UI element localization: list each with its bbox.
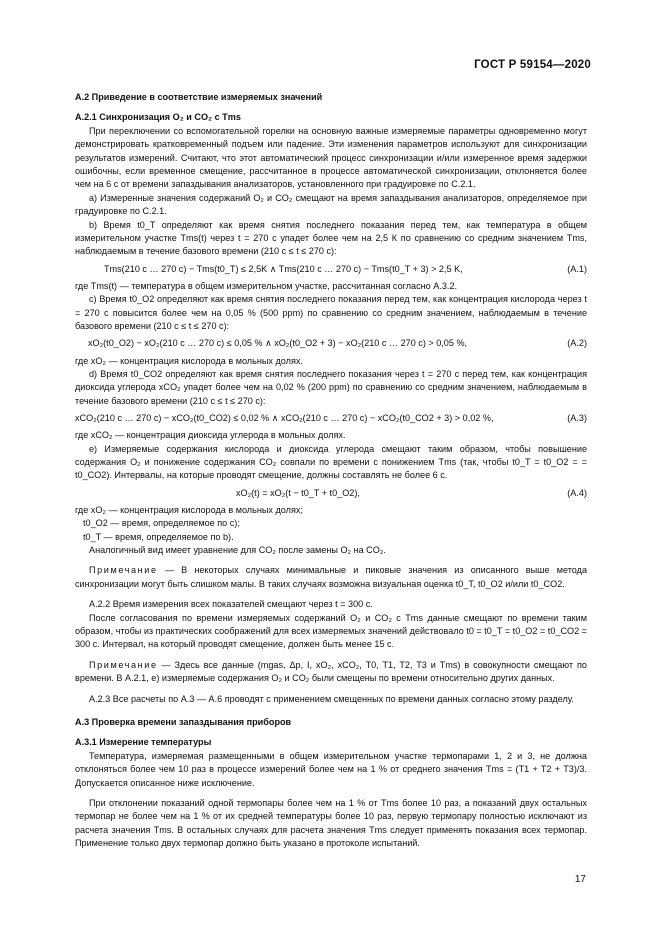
equation-explanation: где xO₂ — концентрация кислорода в мольных долях.: [75, 355, 303, 366]
equation-body: xO₂(t0_O2) − xO₂(210 с … 270 с) ≤ 0,05 % ∧ xO₂(t0_O2 + 3) − xO₂(210 с … 270 с) > 0,05 %,: [88, 338, 468, 349]
note: [75, 659, 587, 686]
equation-number: (A.1): [567, 263, 587, 274]
paragraph: Аналогичный вид имеет уравнение для CO₂ после замены O₂ на CO₂.: [89, 544, 386, 555]
note: [75, 564, 587, 591]
equation-a1: [75, 261, 587, 278]
paragraph-item-a: а) Измеренные значения содержаний O₂ и CO₂ смещают на время запаздывания анализаторов, определяемое при градуировке по С.2.1.: [75, 192, 587, 217]
section-a3-title: А.3 Проверка времени запаздывания приборов: [75, 717, 292, 728]
equation-number: (A.3): [567, 412, 587, 423]
note-text: — В некоторых случаях минимальные и пиковые значения из описанного выше метода синхронизации могут быть слишком малы. В таких случаях возможна визуальная оценка t0_T, t0_O2 и/или t0_CO2.: [75, 565, 587, 589]
equation-a4: [75, 485, 587, 502]
equation-explanation: t0_T — время, определяемое по b).: [83, 531, 234, 542]
equation-a2: [75, 336, 587, 353]
paragraph-a23: А.2.3 Все расчеты по А.3 — А.6 проводят с применением смещенных по времени данных согласно этому разделу.: [89, 693, 574, 704]
equation-a3: [75, 410, 587, 427]
standard-header: ГОСТ Р 59154—2020: [474, 59, 591, 71]
paragraph-a22: А.2.2 Время измерения всех показателей смещают через t = 300 с.: [89, 599, 373, 610]
equation-explanation: t0_O2 — время, определяемое по с);: [83, 518, 240, 529]
paragraph-item-d: d) Время t0_CO2 определяют как время снятия последнего показания через t = 270 с перед тем, как концентрация диоксида углерода xCO₂ упадет более чем на 0,02 % (200 ppm) по сравнению со средним значением, наблюдаемым в течение базового времени (210 с ≤ t ≤ 270 с):: [75, 368, 587, 406]
paragraph: После согласования по времени измеряемых содержаний O₂ и CO₂ с Tms данные смещают по времени таким образом, чтобы из практических соображений для всех измеряемых значений действовало t0 = t0_T = t0_O2 = t0_CO2 = 300 с. Интервал, на который проводят смещение, должен быть менее 15 с.: [75, 612, 587, 650]
paragraph: При отклонении показаний одной термопары более чем на 1 % от Tms более 10 раз, а показаний двух остальных термопар не более чем на 1 % от их средней температуры более 10 раз, первую термопару полностью исключают из расчета значения Tms. В остальных случаях для расчета значения Tms следует применять показания всех термопар. Применение только двух термопар должно быть указано в протоколе испытаний.: [75, 798, 587, 849]
note-label: Примечание: [89, 659, 158, 670]
paragraph-item-b: b) Время t0_T определяют как время снятия последнего показания перед тем, как температура в общем измерительном участке Tms(t) через t = 270 с упадет более чем на 2,5 К по сравнению со средним значением Tms, наблюдаемым в течение базового времени (210 с ≤ t ≤ 270 с):: [75, 219, 587, 257]
section-a31-title: А.3.1 Измерение температуры: [75, 737, 212, 748]
equation-body: xO₂(t) = xO₂(t − t0_T + t0_O2),: [236, 487, 360, 498]
document-body: [75, 91, 587, 851]
equation-explanation: где Tms(t) — температура в общем измерительном участке, рассчитанная согласно А.3.2.: [75, 280, 458, 291]
note-text: — Здесь все данные (mgas, Δp, I, xO₂, xCO₂, T0, T1, T2, T3 и Tms) в совокупности смещают по времени. В А.2.1, е) измеряемые содержания O₂ и CO₂ были смещены по времени относительно других данных.: [75, 659, 587, 684]
section-a2-title: А.2 Приведение в соответствие измеряемых значений: [75, 92, 323, 102]
paragraph-item-e: е) Измеряемые содержания кислорода и диоксида углерода смещают таким образом, чтобы повышение содержания O₂ и понижение содержания CO₂ совпали по времени с понижением Tms (так, чтобы t0_T = t0_O2 = = t0_CO2). Интервалы, на которые проводят смещение, должны составлять не более 6 с.: [75, 443, 587, 481]
paragraph: Температура, измеряемая размещенными в общем измерительном участке термопарами 1, 2 и 3, не должна отклоняться более чем 10 раз в процессе измерений более чем на 1 % от среднего значения Tms = (T1 + T2 + T3)/3. Допускается описанное ниже исключение.: [75, 750, 587, 788]
equation-body: xCO₂(210 с … 270 с) − xCO₂(t0_CO2) ≤ 0,02 % ∧ xCO₂(210 с … 270 с) − xCO₂(t0_CO2 + 3) > 0,02 %,: [75, 412, 494, 423]
equation-number: (A.4): [567, 487, 587, 498]
page-number: 17: [574, 874, 586, 885]
paragraph: При переключении со вспомогательной горелки на основную важные измеряемые параметры одновременно могут демонстрировать кратковременный подъем или падение. Эти изменения параметров используют для синхронизации результатов измерений. Считают, что этот автоматический процесс синхронизации и/или измеренное время задержки ошибочны, если временное смещение, рассчитанное в процессе автоматической синхронизации, отклоняется более чем на 6 с от времени запаздывания анализаторов, установленного при градуировке по С.2.1.: [75, 125, 587, 190]
equation-body: Tms(210 с … 270 с) − Tms(t0_T) ≤ 2,5K ∧ Tms(210 с … 270 с) − Tms(t0_T + 3) > 2,5 K,: [104, 263, 463, 274]
equation-number: (A.2): [567, 338, 587, 349]
note-label: Примечание: [89, 565, 158, 576]
equation-explanation: где xCO₂ — концентрация диоксида углерода в мольных долях.: [75, 430, 346, 441]
equation-explanation: где xO₂ — концентрация кислорода в мольных долях;: [75, 504, 303, 515]
paragraph-item-c: с) Время t0_O2 определяют как время снятия последнего показания перед тем, как концентрация кислорода через t = 270 с повысится более чем на 0,05 % (500 ppm) по сравнению со средним значением, наблюдаемым в течение базового времени (210 с ≤ t ≤ 270 с):: [75, 294, 587, 332]
section-a21-title: А.2.1 Синхронизация O₂ и CO₂ с Tms: [75, 112, 241, 123]
